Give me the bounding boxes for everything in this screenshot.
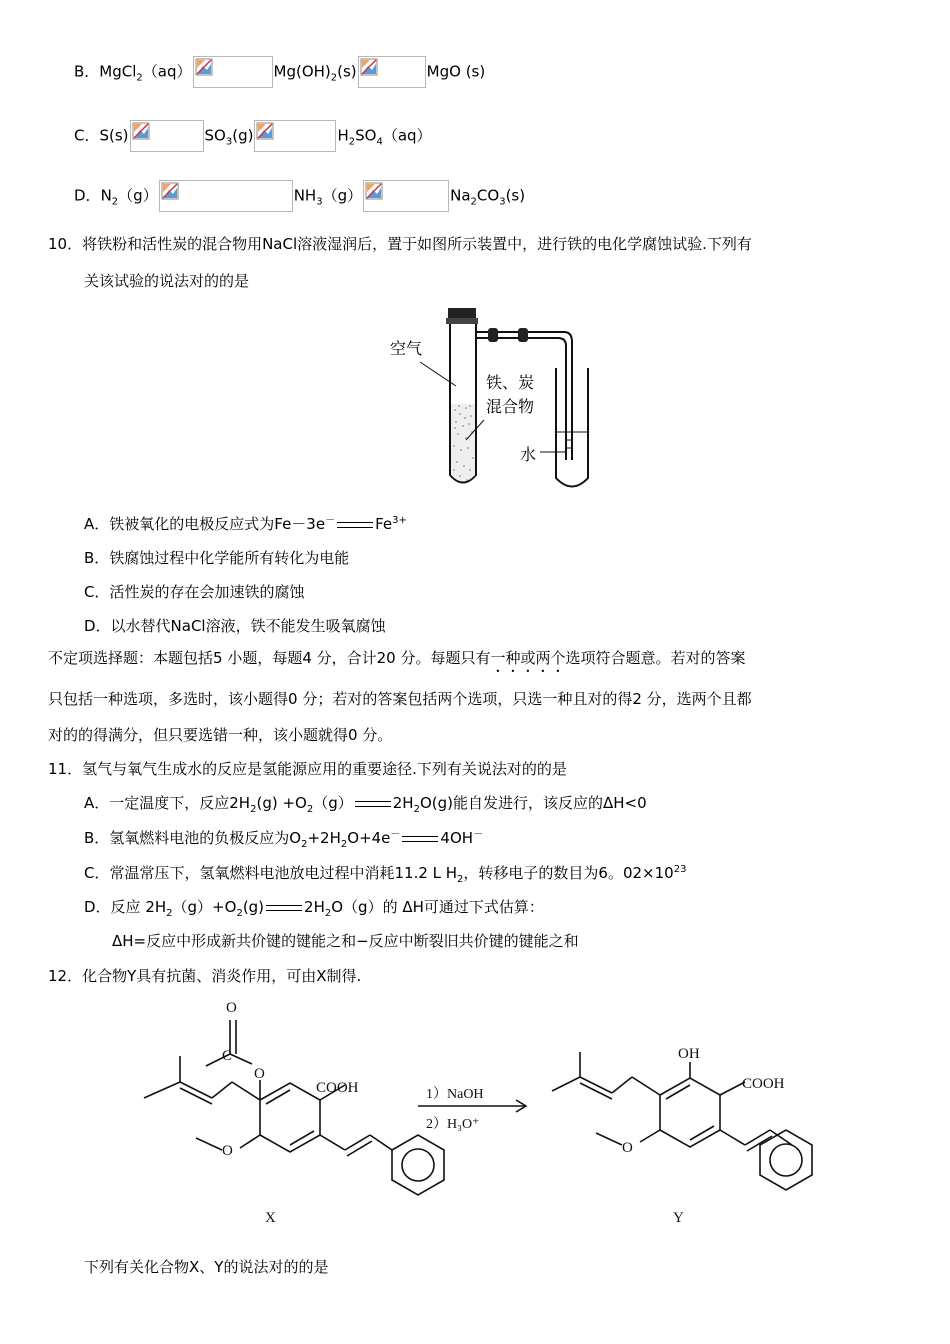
reaction-scheme-figure: [130, 990, 830, 1230]
compound-x-label: X: [265, 1210, 276, 1226]
q11-stem: 11．氢气与氧气生成水的反应是氢能源应用的重要途径.下列有关说法对的的是: [48, 760, 567, 778]
broken-image-icon: [130, 120, 204, 152]
intro-line3: 对的的得满分，但只要选错一种，该小题就得0 分。: [48, 726, 393, 744]
q9-option-b: B．MgCl$_2$（aq） $Mg(OH)_2(s)$ MgO (s): [74, 56, 485, 88]
q12-question: 下列有关化合物X、Y的说法对的的是: [84, 1258, 329, 1276]
q10-stem-line1: 10．将铁粉和活性炭的混合物用NaCl溶液湿润后，置于如图所示装置中，进行铁的电化学腐蚀试验.下列有: [48, 235, 752, 253]
equals-sign: [337, 522, 373, 528]
broken-image-icon: [363, 180, 449, 212]
y-methoxy-o: O: [622, 1140, 633, 1156]
x-methoxy-o: O: [222, 1143, 233, 1159]
broken-image-icon: [254, 120, 336, 152]
step-1: 1）NaOH: [426, 1087, 484, 1102]
q9-option-c: C．S(s) $SO_3(g)$ $H_2SO_4(aq)$: [74, 120, 432, 152]
q11-option-d: D．反应 $2H_2(g)+O_2(g)$ $2H_2O(g)$的 ΔH可通过下式估算：: [84, 898, 544, 919]
x-cooh: COOH: [316, 1080, 359, 1096]
x-carbonyl-o: O: [226, 1000, 237, 1016]
label-mix-line2: 混合物: [486, 399, 535, 416]
equals-sign: [266, 905, 302, 911]
intro-line2: 只包括一种选项，多选时，该小题得0 分；若对的答案包括两个选项，只选一种且对的得2 分，选两个且都: [48, 690, 752, 708]
x-ring: [260, 1083, 320, 1152]
y-ring: [660, 1078, 720, 1147]
q10-option-b: B．铁腐蚀过程中化学能所有转化为电能: [84, 549, 350, 567]
broken-image-icon: [358, 56, 426, 88]
broken-image-icon: [193, 56, 273, 88]
x-ester-o: O: [254, 1066, 265, 1082]
q12-stem: 12．化合物Y具有抗菌、消炎作用，可由X制得.: [48, 967, 362, 985]
q10-stem-line2: 关该试验的说法对的的是: [84, 272, 250, 290]
q11-option-c: C．常温常压下，氢氧燃料电池放电过程中消耗11.2 L $H_2$，转移电子的数目为6。$02\times 10^{23}$: [84, 864, 687, 885]
y-cooh: COOH: [742, 1076, 785, 1092]
y-hydroxyl: OH: [678, 1046, 700, 1062]
broken-image-icon: [159, 180, 293, 212]
label-mix-line1: 铁、炭: [486, 375, 535, 392]
q10-option-c: C．活性炭的存在会加速铁的腐蚀: [84, 583, 305, 601]
q10-option-d: D．以水替代NaCl溶液，铁不能发生吸氧腐蚀: [84, 617, 386, 635]
q10-option-a: A．铁被氧化的电极反应式为Fe－3e－ $Fe^{3+}$: [84, 515, 407, 533]
q9-option-d: D．$N_2(g)$ $NH_3(g)$ $Na_2CO_3(s)$: [74, 180, 525, 212]
compound-y-label: Y: [673, 1210, 684, 1226]
x-phenyl: [392, 1135, 444, 1195]
q11-option-d-formula: ΔH=反应中形成新共价键的键能之和−反应中断裂旧共价键的键能之和: [112, 932, 579, 950]
step-2: 2）H₃O⁺: [426, 1117, 480, 1132]
x-ester-c: C: [222, 1048, 233, 1064]
q11-option-a: A．一定温度下，反应$2H_2(g) +O_2(g)$ $2H_2O(g)$能自发进行，该反应的ΔH<0: [84, 794, 647, 815]
intro-line1: 不定项选择题：本题包括5 小题，每题4 分，合计20 分。每题只有一种或两个选项符合题意。若对的答案: [48, 649, 746, 667]
corrosion-apparatus-figure: [380, 300, 600, 495]
equals-sign: [355, 801, 391, 807]
q11-option-b: B．氢氧燃料电池的负极反应为$O_2+2H_2O+4e^-$ 4OH－: [84, 829, 484, 850]
label-air: 空气: [390, 341, 423, 358]
label-water: 水: [520, 447, 537, 464]
iron-carbon-mixture: [451, 404, 475, 482]
equals-sign: [402, 836, 438, 842]
